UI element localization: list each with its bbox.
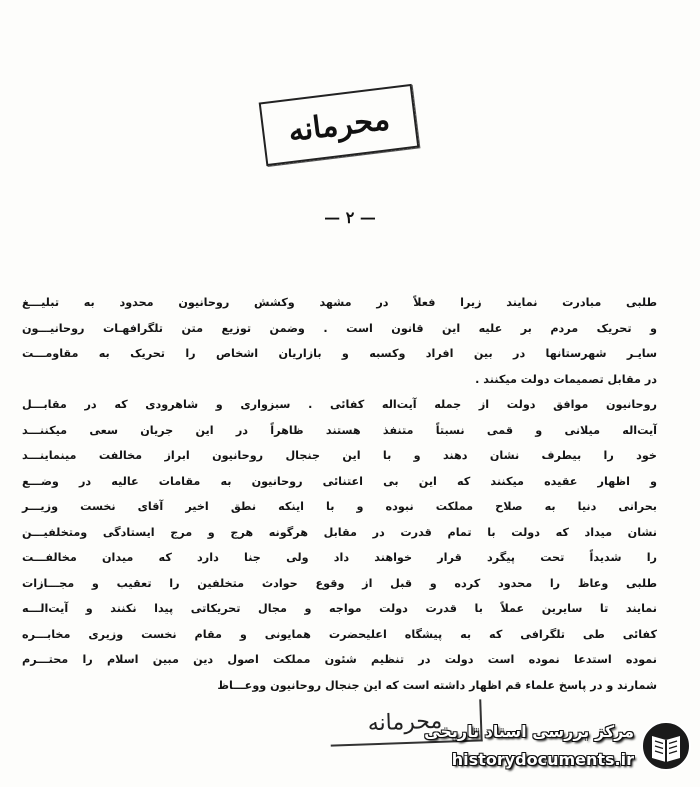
body-line: در مقابل تصمیمات دولت میکنند . bbox=[475, 372, 657, 386]
confidential-stamp-top bbox=[259, 84, 420, 166]
stamp-text: محرمانه bbox=[367, 708, 443, 736]
body-line: نشان میداد که دولت با تمام قدرت در مقابل هرگونه هرج و مرج ایستادگی ومتخلفیـــن bbox=[22, 525, 657, 539]
body-line: خود را بیطرف نشان دهند و با این جنجال روحانیون ابراز مخالفت مینماینـــد bbox=[22, 449, 657, 462]
body-line: بحرانی دنیا به صلاح مملکت نبوده و با اینکه نطق اخیر آقای نخست وزیـــر bbox=[22, 500, 657, 513]
body-line: شمارند و در پاسخ علماء قم اظهار داشته است که این جنجال روحانیون ووعـــاظ bbox=[217, 678, 657, 692]
body-line: را شدیداً تحت پیگرد قرار خواهند داد ولی جنا دارد که میدان مخالفـــت bbox=[22, 551, 657, 564]
document-body bbox=[22, 290, 657, 698]
body-line: نموده استدعا نموده است دولت در تنظیم شئون مملکت اصول دین مبین اسلام را محتـــرم bbox=[22, 653, 657, 666]
watermark bbox=[407, 718, 692, 778]
body-line: طلبی وعاظ را محدود کرده و قبل از وقوع حوادث متخلفین را تعقیب و مجـــازات bbox=[22, 576, 657, 590]
body-line: نمایند تا سایرین عملاً با قدرت دولت مواجه و مجال تحریکاتی پیدا نکنند و آیت‌الـــه bbox=[22, 602, 657, 615]
body-line: و تحریک مردم بر علیه این قانون است . وضمن توزیع متن تلگرافهـات روحانیـــون bbox=[22, 321, 657, 335]
stamp-text: محرمانه bbox=[286, 101, 392, 149]
watermark-title: مرکز بررسی اسناد تاریخی bbox=[424, 722, 634, 741]
body-line: طلبی مبادرت نمایند زیرا فعلاً در مشهد وکشش روحانیون محدود به تبلیـــغ bbox=[22, 296, 657, 309]
body-line: کفائی طی تلگرافی که به پیشگاه اعلیحضرت همایونی و مقام نخست وزیری مخابـــره bbox=[22, 627, 657, 641]
body-line: و اظهار عقیده میکنند که این بی اعتنائی روحانیون به مقامات عالیه در وضـــع bbox=[22, 474, 657, 488]
page-number: — ۲ — bbox=[324, 208, 376, 227]
body-line: روحانیون موافق دولت از جمله آیت‌اله کفائی . سبزواری و شاهرودی که در مقابـــل bbox=[22, 398, 657, 411]
book-logo-icon bbox=[640, 720, 692, 772]
body-line: سایـر شهرستانها در بین افراد وکسبه و بازاریان اشخاص را تحریک به مقاومـــت bbox=[22, 347, 657, 360]
watermark-url: historydocuments.ir bbox=[451, 750, 634, 769]
body-line: آیت‌اله میلانی و قمی نسبتاً متنفذ هستند ظاهراً در این جریان سعی میکننـــد bbox=[22, 423, 657, 437]
